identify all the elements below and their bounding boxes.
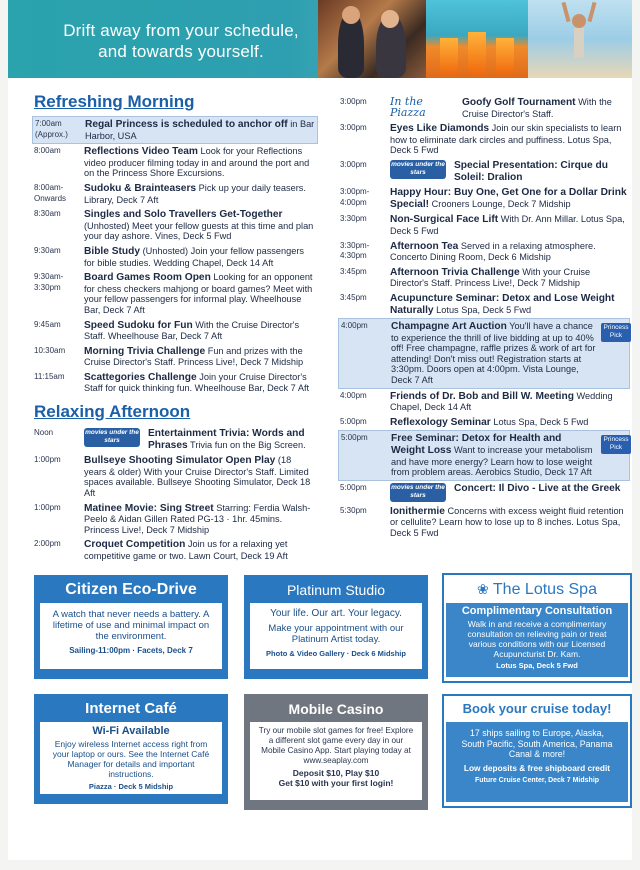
right-column	[338, 95, 630, 541]
event-details	[454, 160, 628, 183]
event-details	[84, 246, 316, 268]
box-tagline: Your life. Our art. Your legacy.	[270, 608, 402, 619]
event-title: Concert: Il Divo - Live at the Greek	[454, 482, 621, 494]
event-description: (Unhosted) Meet your fellow guests at this time and plan your day ashore. Vines, Deck 5 Fwd	[84, 220, 314, 242]
section-title-afternoon: Relaxing Afternoon	[34, 402, 191, 422]
event-title: Scattegories Challenge	[84, 371, 197, 383]
event-title: Regal Princess is scheduled to anchor off	[85, 119, 288, 130]
citizen-eco-drive-box	[34, 575, 228, 679]
event-details	[84, 183, 316, 205]
event-details	[390, 391, 628, 413]
event-row	[32, 144, 318, 181]
event-description: With Dr. Ann Millar. Lotus Spa, Deck 5 Fwd	[390, 214, 625, 236]
event-row	[338, 291, 630, 318]
box-body: Enjoy wireless Internet access right from your laptop or ours. See the Internet Café Manager for details and important instructions.	[52, 739, 210, 779]
event-description: Join your Cruise Director's Staff for quick thinking fun. Wheelhouse Bar, Deck 7 Aft	[84, 371, 310, 394]
event-description: Starring: Ferdia Walsh-Peelo & Aidan Gillen Rated PG-13 · 1hr. 45mins. Princess Live!, Deck 7 Midship	[84, 502, 311, 535]
event-description: Fun and prizes with the Cruise Director's Staff. Princess Live!, Deck 7 Midship	[84, 345, 304, 368]
event-time: 7:00am (Approx.)	[35, 119, 68, 139]
box-body-wrap	[250, 603, 422, 669]
event-title: Afternoon Trivia Challenge	[390, 266, 520, 278]
box-body-wrap	[40, 603, 222, 669]
box-body: Make your appointment with our Platinum Artist today.	[268, 623, 404, 645]
event-description: With your Cruise Director's Staff. Princess Live!, Deck 7 Midship	[390, 266, 591, 289]
event-description: You'll have a chance to experience the thrill of live bidding at up to 40% off! Free champagne, raffle prizes & work of art for attending! Don't miss out! Registration starts at 3:30pm. Doors open at 4:00pm. Vista Lounge, Deck 7 Aft	[391, 321, 596, 386]
event-time: 11:15am	[34, 371, 65, 381]
event-title: Singles and Solo Travellers Get-Together	[84, 209, 283, 221]
event-row	[338, 504, 630, 541]
event-time: Noon	[34, 428, 54, 438]
event-time: 9:30am- 3:30pm	[34, 272, 64, 292]
event-row	[32, 426, 318, 453]
box-body-wrap	[250, 722, 422, 800]
event-title: Croquet Competition	[84, 539, 186, 551]
event-time: 3:30pm	[340, 214, 367, 224]
event-row	[338, 389, 630, 415]
event-row	[338, 481, 630, 504]
box-title: Mobile Casino	[288, 701, 384, 717]
box-body-wrap	[446, 603, 628, 677]
photo-yoga	[528, 0, 632, 78]
event-details	[84, 455, 316, 498]
event-description: (18 years & older) With your Cruise Director's Staff. Limited spaces available. Bullseye Shooting Simulator, Deck 18 Aft	[84, 455, 311, 499]
tagline	[36, 20, 326, 62]
box-title: The Lotus Spa	[492, 581, 597, 598]
box-body-wrap	[40, 722, 222, 794]
event-row	[338, 415, 630, 431]
event-description: Join our skin specialists to learn how to eliminate dark circles and puffiness. Lotus Spa, Deck 5 Fwd	[390, 123, 622, 156]
event-row	[338, 239, 630, 265]
event-title: Speed Sudoku for Fun	[84, 319, 193, 331]
event-time: 3:30pm- 4:30pm	[340, 240, 370, 261]
event-title: Matinee Movie: Sing Street	[84, 502, 214, 514]
lotus-spa-box	[442, 573, 632, 683]
event-description: Join us for a relaxing yet competitive game or two. Lawn Court, Deck 19 Aft	[84, 539, 288, 561]
box-footer: Future Cruise Center, Deck 7 Midship	[474, 776, 600, 784]
box-body: Walk in and receive a complimentary consultation on relieving pain or treat various conditions with our Licensed Acupuncturist Dr. Kam.	[467, 619, 607, 659]
event-row	[32, 207, 318, 244]
event-row	[338, 212, 630, 238]
event-description: With the Cruise Director's Staff.	[462, 97, 612, 119]
box-footer: Sailing-11:00pm · Facets, Deck 7	[69, 646, 193, 655]
event-time: 3:00pm	[340, 123, 367, 133]
box-title: Platinum Studio	[286, 582, 386, 598]
photo-spa-staff	[318, 0, 426, 78]
event-title: Morning Trivia Challenge	[84, 345, 206, 357]
box-footer: Photo & Video Gallery · Deck 6 Midship	[266, 649, 406, 658]
event-time: 8:00am	[34, 146, 61, 156]
event-description: Want to increase your metabolism and have more energy? Learn how to lose weight from problem areas. Aerobics Studio, Deck 17 Aft	[391, 445, 593, 478]
event-title: Champagne Art Auction	[391, 321, 507, 333]
event-title: Non-Surgical Face Lift	[390, 214, 499, 226]
event-time: 3:00pm- 4:00pm	[340, 187, 370, 207]
event-description: Crooners Lounge, Deck 7 Midship	[431, 198, 571, 209]
event-row	[338, 185, 630, 212]
event-details	[390, 267, 628, 289]
event-details	[84, 346, 316, 368]
late-afternoon-events	[338, 95, 630, 541]
event-time: 3:45pm	[340, 266, 367, 276]
event-details	[390, 293, 628, 316]
internet-cafe-box	[34, 694, 228, 804]
princess-pick-badge: Princess Pick	[601, 435, 631, 454]
box-body: A watch that never needs a battery. A lifetime of use and minimal impact on the environment.	[52, 609, 210, 642]
event-title: Special Presentation: Cirque du Soleil: Dralion	[454, 159, 608, 183]
header-banner	[8, 0, 632, 78]
event-row	[32, 116, 318, 144]
event-details	[454, 483, 628, 502]
event-description: Lotus Spa, Deck 5 Fwd	[436, 304, 532, 315]
event-row	[338, 318, 630, 389]
event-details	[390, 417, 628, 429]
box-offer: Low deposits & free shipboard credit	[463, 762, 611, 773]
movies-under-the-stars-logo: movies under the stars	[84, 428, 140, 447]
event-details	[462, 97, 628, 119]
event-description: (Unhosted) Join your fellow passengers for bible studies. Wedding Chapel, Deck 14 Aft	[84, 245, 304, 268]
event-row	[338, 121, 630, 158]
event-time: 8:00am- Onwards	[34, 182, 67, 203]
box-footer: Lotus Spa, Deck 5 Fwd	[496, 661, 578, 670]
event-time: 5:00pm	[340, 482, 367, 492]
event-details	[84, 209, 316, 242]
event-time: 3:45pm	[340, 292, 367, 302]
event-details	[84, 372, 316, 394]
event-time: 1:00pm	[34, 502, 61, 512]
event-description: Pick up your daily teasers. Library, Deck 7 Aft	[84, 182, 306, 205]
tagline-line1: Drift away from your schedule,	[63, 21, 299, 40]
platinum-studio-box	[244, 575, 428, 679]
photo-cocktails	[426, 0, 528, 78]
event-description: With the Cruise Director's Staff. Wheelhouse Bar, Deck 7 Aft	[84, 319, 300, 342]
event-details	[391, 433, 597, 477]
event-description: Looking for an opponent for chess checkers mahjong or board games? Meet with your fellow passengers for informal play. Wheelhouse Bar, Deck 7 Aft	[84, 272, 313, 315]
afternoon-events	[32, 426, 318, 564]
event-row	[32, 501, 318, 538]
event-title: Afternoon Tea	[390, 240, 459, 252]
daily-program-page	[8, 0, 632, 860]
morning-events	[32, 116, 318, 396]
box-title-row	[444, 575, 630, 603]
event-details	[85, 119, 315, 141]
event-description: in Bar Harbor, USA	[85, 119, 315, 141]
event-title: Eyes Like Diamonds	[390, 123, 490, 135]
event-title: Sudoku & Brainteasers	[84, 182, 197, 194]
event-details	[391, 321, 597, 386]
event-time: 1:00pm	[34, 455, 61, 465]
box-body-wrap	[446, 722, 628, 802]
event-row	[32, 318, 318, 344]
event-description: Lotus Spa, Deck 5 Fwd	[493, 416, 589, 427]
movies-under-the-stars-logo: movies under the stars	[390, 160, 446, 179]
box-footer: Piazza · Deck 5 Midship	[88, 782, 174, 791]
event-row	[338, 158, 630, 185]
tagline-line2: and towards yourself.	[98, 42, 264, 61]
event-details	[148, 428, 316, 451]
lotus-icon: ❀	[477, 581, 489, 597]
event-description: Served in a relaxing atmosphere. Concerto Dining Room, Deck 6 Midship	[390, 240, 596, 263]
event-row	[338, 95, 630, 121]
movies-under-the-stars-logo: movies under the stars	[390, 483, 446, 502]
event-title: Board Games Room Open	[84, 272, 211, 284]
event-title: Reflexology Seminar	[390, 416, 491, 428]
event-description: Wedding Chapel, Deck 14 Aft	[390, 390, 613, 413]
box-body: 17 ships sailing to Europe, Alaska, South Pacific, South America, Panama Canal & more!	[461, 728, 613, 759]
event-title: Ionithermie	[390, 505, 445, 517]
event-title: Bible Study	[84, 245, 141, 257]
event-title: Entertainment Trivia: Words and Phrases	[148, 428, 305, 451]
event-time: 10:30am	[34, 345, 66, 355]
mobile-casino-box	[244, 694, 428, 810]
event-time: 2:00pm	[34, 539, 61, 549]
book-cruise-box	[442, 694, 632, 808]
event-time: 3:00pm	[340, 97, 367, 106]
event-title: Goofy Golf Tournament	[462, 97, 576, 108]
event-details	[390, 123, 628, 156]
piazza-logo: In the Piazza	[390, 95, 426, 119]
event-time: 3:00pm	[340, 159, 367, 169]
event-details	[84, 272, 316, 315]
event-title: Reflections Video Team	[84, 146, 198, 158]
event-row	[32, 270, 318, 317]
event-time: 5:30pm	[340, 505, 367, 515]
box-title: Citizen Eco-Drive	[65, 581, 197, 598]
event-time: 4:00pm	[341, 321, 368, 331]
event-details	[390, 241, 628, 263]
box-footer-line1: Deposit $10, Play $10	[292, 768, 380, 778]
event-details	[84, 320, 316, 342]
event-title: Friends of Dr. Bob and Bill W. Meeting	[390, 390, 574, 402]
event-row	[338, 430, 630, 480]
event-time: 5:00pm	[340, 416, 367, 426]
event-row	[32, 181, 318, 207]
event-time: 9:30am	[34, 245, 61, 255]
box-title: Internet Café	[85, 700, 177, 717]
event-time: 5:00pm	[341, 433, 368, 443]
princess-pick-badge: Princess Pick	[601, 323, 631, 342]
section-title-morning: Refreshing Morning	[34, 92, 195, 111]
event-details	[84, 146, 316, 179]
box-footer-line2: Get $10 with your first login!	[278, 778, 394, 788]
box-subtitle: Complimentary Consultation	[461, 605, 613, 617]
event-title: Acupuncture Seminar: Detox and Lose Weight Naturally	[390, 292, 615, 316]
box-subtitle: Wi-Fi Available	[92, 725, 170, 737]
event-row	[338, 265, 630, 291]
box-body: Try our mobile slot games for free! Explore a different slot game every day in our Mobile Casino App. Start playing today at www.seaplay.com	[258, 726, 414, 765]
event-row	[32, 370, 318, 396]
event-row	[32, 453, 318, 500]
event-time: 9:45am	[34, 319, 61, 329]
event-time: 8:30am	[34, 209, 61, 219]
event-title: Free Seminar: Detox for Health and Weight Loss	[391, 433, 562, 457]
event-details	[84, 539, 316, 561]
event-description: Trivia fun on the Big Screen.	[190, 439, 306, 450]
event-row	[32, 344, 318, 370]
box-title: Book your cruise today!	[462, 701, 612, 716]
event-details	[390, 187, 628, 210]
left-column	[32, 88, 318, 564]
event-description: Concerns with excess weight fluid retention or cellulite? Learn how to lose up to 8 inches. Lotus Spa, Deck 5 Fwd	[390, 505, 624, 538]
event-row	[32, 537, 318, 563]
event-time: 4:00pm	[340, 390, 367, 400]
event-details	[390, 214, 628, 236]
event-details	[390, 506, 628, 539]
event-title: Bullseye Shooting Simulator Open Play	[84, 455, 276, 467]
event-description: Look for your Reflections video producer filming today in and around the port and on the Princess Shore Excursions.	[84, 146, 310, 179]
event-title: Happy Hour: Buy One, Get One for a Dollar Drink Special!	[390, 187, 627, 210]
event-row	[32, 244, 318, 270]
event-details	[84, 503, 316, 536]
